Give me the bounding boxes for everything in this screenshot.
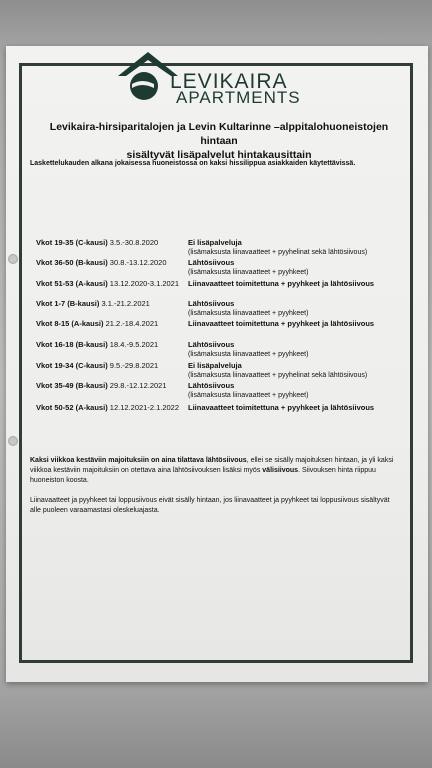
season-period: Vkot 19-35 (C-kausi) 3.5.-30.8.2020 [36,238,159,247]
season-service: Ei lisäpalveluja [188,361,242,370]
season-note: (lisämaksusta liinavaatteet + pyyhkeet) [188,310,309,317]
mountain-logo-icon [118,48,178,106]
season-service: Lähtösiivous [188,258,235,267]
season-note: (lisämaksusta liinavaatteet + pyyhelinat sekä lähtösiivous) [188,249,368,256]
season-service: Ei lisäpalveluja [188,238,242,247]
season-service: Lähtösiivous [188,299,235,308]
season-period: Vkot 35-49 (B-kausi) 29.8.-12.12.2021 [36,381,167,390]
season-period: Vkot 19-34 (C-kausi) 9.5.-29.8.2021 [36,361,159,370]
season-service: Liinavaatteet toimitettuna + pyyhkeet ja lähtösiivous [188,279,375,288]
cleaning-note: Kaksi viikkoa kestäviin majoituksiin on aina tilattava lähtösiivous, ellei se sisälly majoituksen hintaan, ja yli kaksi viikkoa kestäviin majoituksiin on otettava aina lähtösiivouksen lisäksi myös välisiivous. Siivouksen hinta riippuu huoneiston koosta. [30,457,394,484]
season-note: (lisämaksusta liinavaatteet + pyyhelinat sekä lähtösiivous) [188,372,368,379]
season-note: (lisämaksusta liinavaatteet + pyyhkeet) [188,351,309,358]
season-service: Lähtösiivous [188,381,235,390]
season-period: Vkot 36-50 (B-kausi) 30.8.-13.12.2020 [36,258,167,267]
document-title [34,120,404,162]
season-period: Vkot 51-53 (A-kausi) 13.12.2020-3.1.2021 [36,279,180,288]
season-note: (lisämaksusta liinavaatteet + pyyhkeet) [188,269,309,276]
season-period: Vkot 8-15 (A-kausi) 21.2.-18.4.2021 [36,319,159,328]
season-period: Vkot 50-52 (A-kausi) 12.12.2021-2.1.2022 [36,403,180,412]
logo-subwordmark: APARTMENTS [176,88,301,107]
levikaira-logo [118,48,318,106]
season-note: (lisämaksusta liinavaatteet + pyyhkeet) [188,392,309,399]
intro-text: Laskettelukauden alkana jokaisessa huoneistossa on kaksi hissilippua asiakkaiden käytettävissä. [30,160,356,167]
punch-hole [8,436,18,446]
season-service: Liinavaatteet toimitettuna + pyyhkeet ja lähtösiivous [188,319,375,328]
linen-note: Liinavaatteet ja pyyhkeet tai loppusiivous eivät sisälly hintaan, jos liinavaatteet ja pyyhkeet tai loppusiivous sisältyvät alle puoleen varaamastasi oleskeluajasta. [30,497,390,514]
season-period: Vkot 16-18 (B-kausi) 18.4.-9.5.2021 [36,340,159,349]
punch-hole [8,254,18,264]
season-period: Vkot 1-7 (B-kausi) 3.1.-21.2.2021 [36,299,150,308]
logo-wordmark: LEVIKAIRA [170,70,288,93]
season-service: Lähtösiivous [188,340,235,349]
title-line: Levikaira-hirsiparitalojen ja Levin Kultarinne –alppitalohuoneistojen hintaan [49,121,389,147]
season-service: Liinavaatteet toimitettuna + pyyhkeet ja lähtösiivous [188,403,375,412]
title-line: sisältyvät lisäpalvelut hintakausittain [126,149,312,161]
